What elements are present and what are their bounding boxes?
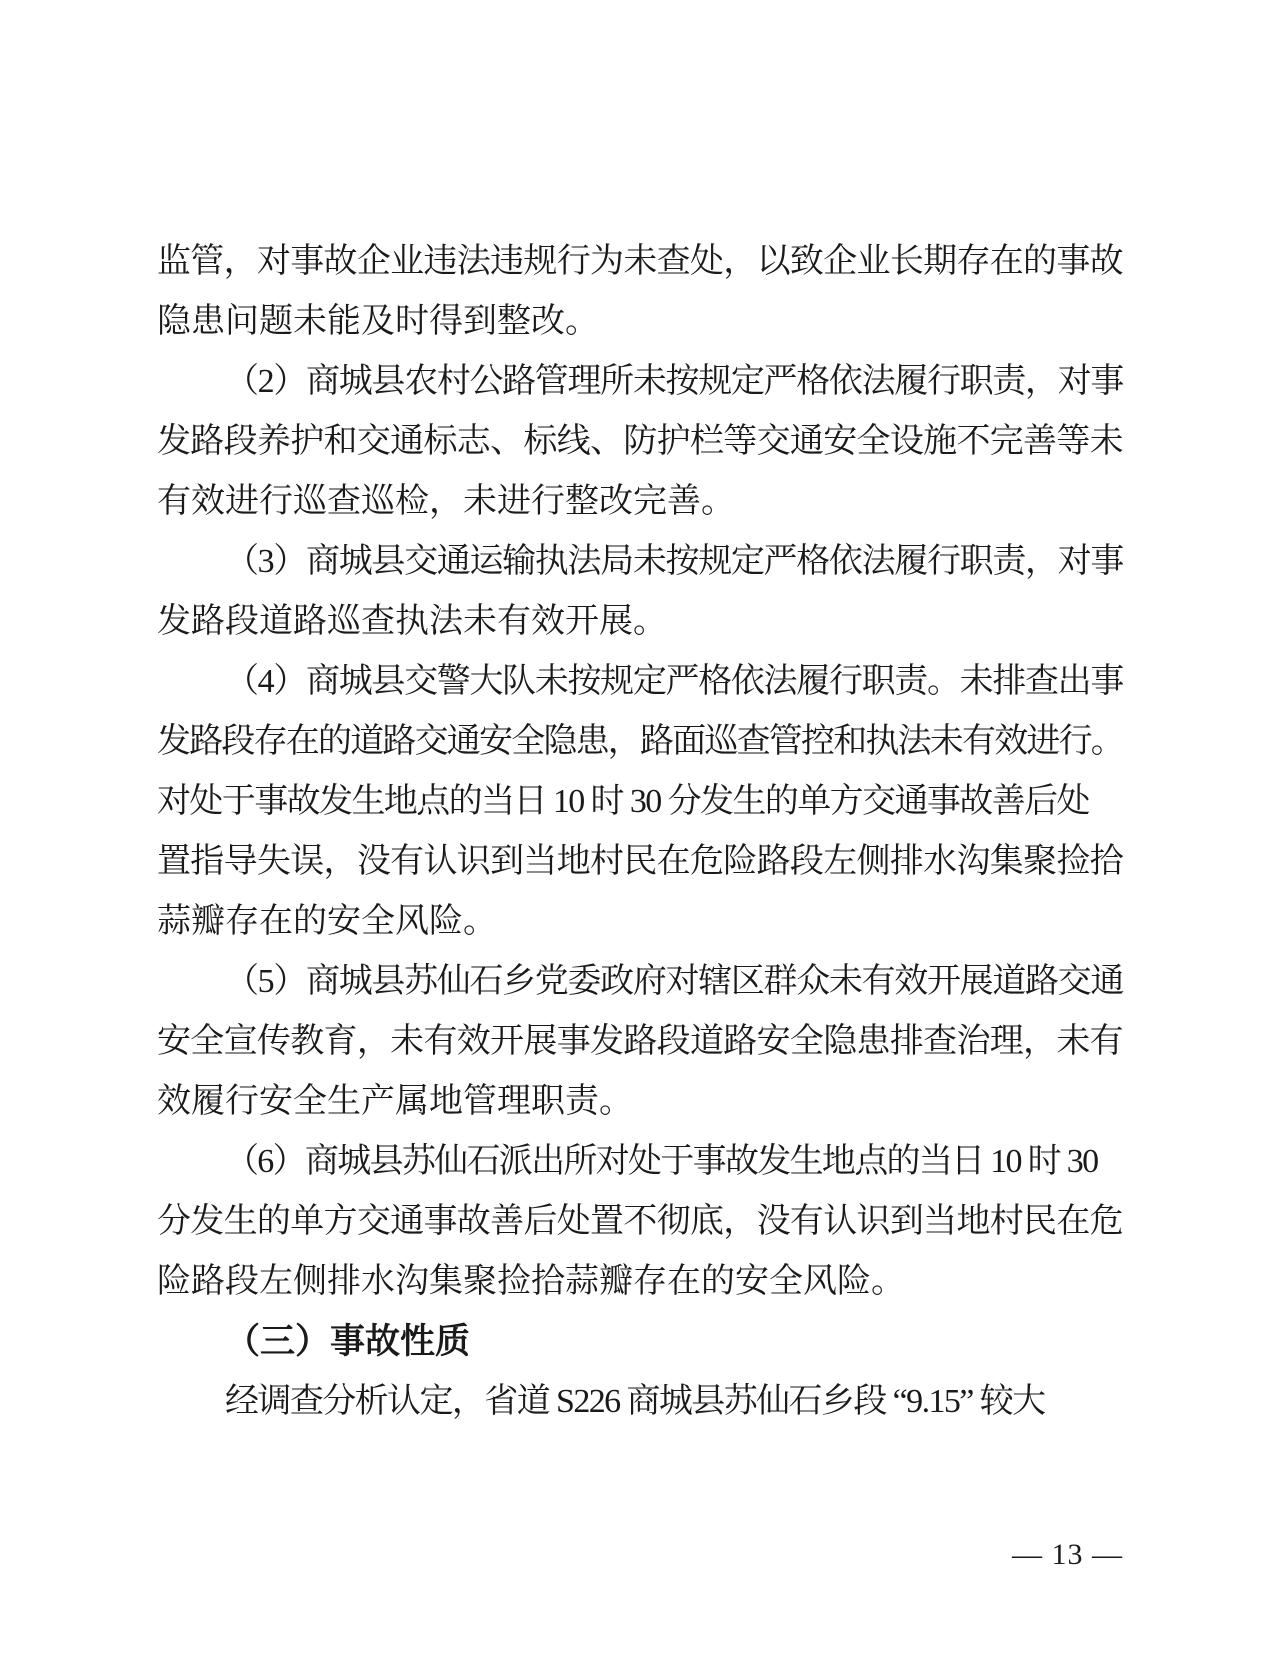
text-line-2: 隐患问题未能及时得到整改。 — [157, 303, 599, 340]
text-line-10: 对处于事故发生地点的当日 10 时 30 分发生的单方交通事故善后处 — [157, 783, 1089, 820]
text-line-11: 置指导失误，没有认识到当地村民在危险路段左侧排水沟集聚捡拾 — [157, 843, 1123, 880]
text-line-6: （3）商城县交通运输执法局未按规定严格依法履行职责，对事 — [225, 543, 1124, 580]
text-line-8: （4）商城县交警大队未按规定严格依法履行职责。未排查出事 — [225, 663, 1124, 700]
document-body — [157, 232, 1123, 1432]
text-line-15: 效履行安全生产属地管理职责。 — [157, 1083, 633, 1120]
text-line-7: 发路段道路巡查执法未有效开展。 — [157, 603, 667, 640]
text-line-14: 安全宣传教育，未有效开展事发路段道路安全隐患排查治理，未有 — [157, 1023, 1123, 1060]
page-footer — [157, 1538, 1123, 1572]
text-line-1: 监管，对事故企业违法违规行为未查处，以致企业长期存在的事故 — [157, 243, 1123, 280]
text-line-9: 发路段存在的道路交通安全隐患，路面巡查管控和执法未有效进行。 — [157, 723, 1123, 760]
text-line-4: 发路段养护和交通标志、标线、防护栏等交通安全设施不完善等未 — [157, 423, 1123, 460]
text-line-20: 经调查分析认定，省道 S226 商城县苏仙石乡段 “9.15” 较大 — [225, 1383, 1045, 1420]
text-line-18: 险路段左侧排水沟集聚捡拾蒜瓣存在的安全风险。 — [157, 1263, 905, 1300]
text-line-19: （三）事故性质 — [225, 1322, 471, 1361]
text-line-5: 有效进行巡查巡检，未进行整改完善。 — [157, 483, 735, 520]
page-number: — 13 — — [1012, 1538, 1123, 1571]
text-line-16: （6）商城县苏仙石派出所对处于事故发生地点的当日 10 时 30 — [225, 1143, 1098, 1180]
text-line-13: （5）商城县苏仙石乡党委政府对辖区群众未有效开展道路交通 — [225, 963, 1124, 1000]
text-line-17: 分发生的单方交通事故善后处置不彻底，没有认识到当地村民在危 — [157, 1203, 1123, 1240]
text-line-12: 蒜瓣存在的安全风险。 — [157, 903, 497, 940]
text-line-3: （2）商城县农村公路管理所未按规定严格依法履行职责，对事 — [225, 363, 1124, 400]
